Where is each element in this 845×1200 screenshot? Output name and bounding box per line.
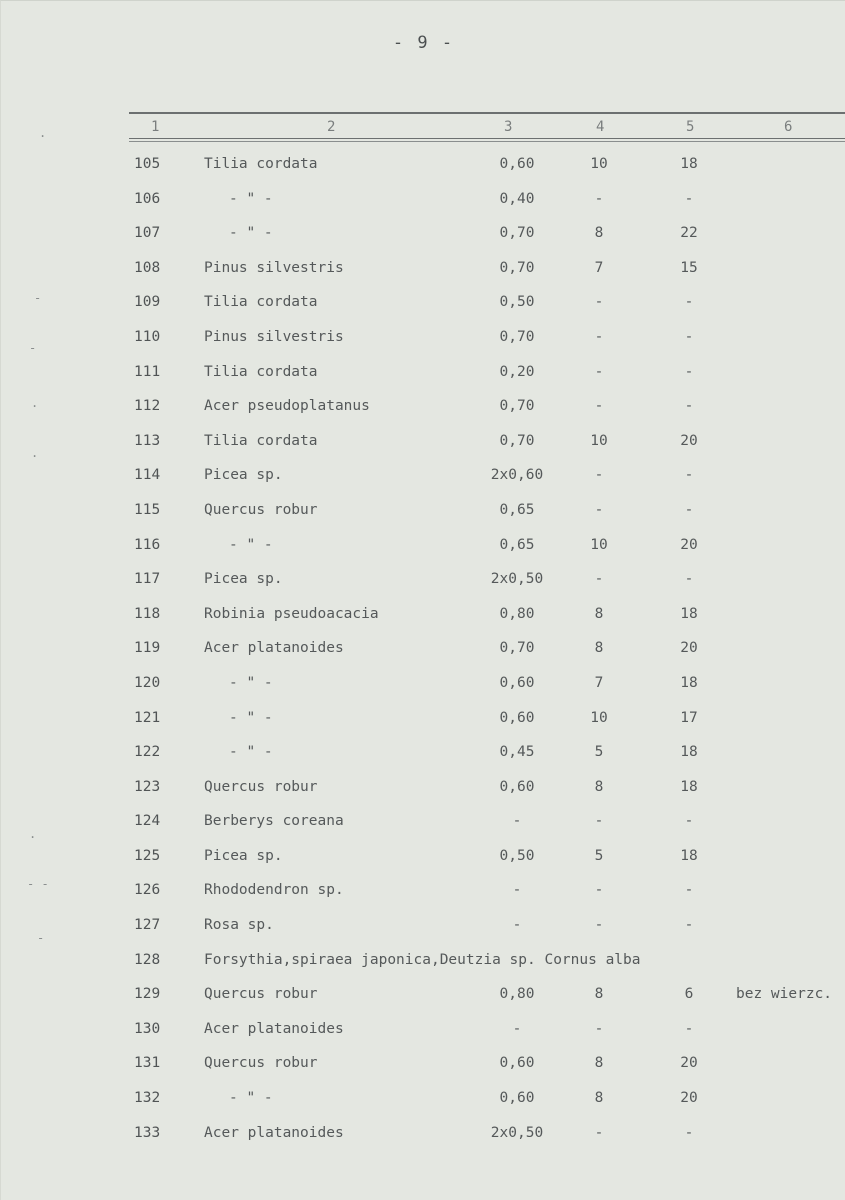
species-name: Picea sp. [204, 571, 283, 588]
crown-width: - [594, 501, 604, 518]
trunk-circumference: 0,65 [499, 536, 535, 553]
row-number: 125 [134, 847, 161, 864]
table-row [1, 977, 845, 1012]
table-row [1, 389, 845, 424]
tree-height: 17 [680, 709, 698, 726]
row-number: 113 [134, 432, 161, 449]
crown-width: 10 [590, 156, 608, 172]
table-row [1, 908, 845, 943]
row-number: 121 [134, 709, 161, 726]
tree-height: - [684, 398, 694, 415]
crown-width: - [594, 398, 604, 415]
trunk-circumference: 0,45 [499, 744, 535, 761]
tree-height: - [684, 190, 694, 207]
margin-mark: . [29, 827, 37, 841]
table-row [1, 666, 845, 701]
trunk-circumference: 2x0,50 [490, 571, 544, 588]
trunk-circumference: - [512, 882, 522, 899]
trunk-circumference: 0,70 [499, 432, 535, 449]
tree-height: 18 [680, 778, 698, 795]
species-name: - " - [229, 190, 273, 207]
trunk-circumference: 0,70 [499, 640, 535, 657]
crown-width: 5 [594, 744, 604, 761]
table-row [1, 147, 845, 182]
tree-height: 18 [680, 744, 698, 761]
species-name: Tilia cordata [204, 156, 318, 172]
species-name: Rhododendron sp. [204, 882, 344, 899]
table-row [1, 804, 845, 839]
column-header-1: 1 [151, 119, 160, 135]
margin-mark: . [31, 446, 39, 460]
row-number: 120 [134, 674, 161, 691]
column-header-6: 6 [784, 119, 793, 135]
species-name: - " - [229, 1090, 273, 1107]
table-row [1, 770, 845, 805]
tree-height: - [684, 328, 694, 345]
species-name: - " - [229, 674, 273, 691]
species-name: Forsythia,spiraea japonica,Deutzia sp. Cornus alba [204, 951, 641, 968]
row-number: 128 [134, 951, 161, 968]
margin-mark: - [37, 931, 45, 945]
trunk-circumference: - [512, 1020, 522, 1037]
margin-mark: - - [27, 877, 49, 891]
table-row [1, 528, 845, 563]
crown-width: - [594, 294, 604, 311]
crown-width: 10 [590, 536, 608, 553]
trunk-circumference: 0,60 [499, 1055, 535, 1072]
row-number: 105 [134, 156, 161, 172]
table-row [1, 1012, 845, 1047]
table-row [1, 493, 845, 528]
table-row [1, 943, 845, 978]
tree-height: 6 [684, 986, 694, 1003]
crown-width: 8 [594, 778, 604, 795]
table-row [1, 631, 845, 666]
margin-mark: - [29, 341, 37, 355]
row-number: 123 [134, 778, 161, 795]
row-number: 129 [134, 986, 161, 1003]
row-number: 112 [134, 398, 161, 415]
tree-height: - [684, 571, 694, 588]
crown-width: 8 [594, 640, 604, 657]
table-row [1, 1116, 845, 1151]
row-number: 133 [134, 1124, 161, 1141]
crown-width: - [594, 813, 604, 830]
crown-width: 8 [594, 225, 604, 242]
crown-width: - [594, 882, 604, 899]
page-number: - 9 - [392, 33, 455, 53]
row-number: 107 [134, 225, 161, 242]
tree-height: - [684, 294, 694, 311]
table-row [1, 597, 845, 632]
species-name: Pinus silvestris [204, 259, 344, 276]
trunk-circumference: - [512, 917, 522, 934]
crown-width: 7 [594, 259, 604, 276]
trunk-circumference: 0,70 [499, 398, 535, 415]
table-row [1, 458, 845, 493]
table-row [1, 355, 845, 390]
crown-width: 10 [590, 432, 608, 449]
species-name: Quercus robur [204, 501, 318, 518]
crown-width: - [594, 467, 604, 484]
tree-height: 15 [680, 259, 698, 276]
tree-height: 20 [680, 536, 698, 553]
crown-width: 8 [594, 1090, 604, 1107]
tree-height: - [684, 467, 694, 484]
trunk-circumference: - [512, 813, 522, 830]
row-number: 132 [134, 1090, 161, 1107]
crown-width: 7 [594, 674, 604, 691]
row-number: 118 [134, 605, 161, 622]
table-row [1, 1046, 845, 1081]
column-header-5: 5 [686, 119, 695, 135]
row-number: 127 [134, 917, 161, 934]
row-number: 115 [134, 501, 161, 518]
row-number: 111 [134, 363, 161, 380]
species-name: Quercus robur [204, 778, 318, 795]
trunk-circumference: 0,70 [499, 259, 535, 276]
table-row [1, 701, 845, 736]
crown-width: 8 [594, 1055, 604, 1072]
table-row [1, 1081, 845, 1116]
header-rule [129, 138, 845, 139]
tree-height: - [684, 501, 694, 518]
crown-width: - [594, 190, 604, 207]
tree-height: - [684, 1124, 694, 1141]
trunk-circumference: 0,60 [499, 778, 535, 795]
trunk-circumference: 2x0,50 [490, 1124, 544, 1141]
species-name: Acer platanoides [204, 640, 344, 657]
trunk-circumference: 0,80 [499, 986, 535, 1003]
tree-height: - [684, 363, 694, 380]
crown-width: - [594, 1124, 604, 1141]
row-number: 108 [134, 259, 161, 276]
tree-height: - [684, 813, 694, 830]
species-name: Tilia cordata [204, 363, 318, 380]
table-row [1, 251, 845, 286]
row-number: 122 [134, 744, 161, 761]
tree-height: 18 [680, 605, 698, 622]
table-row [1, 873, 845, 908]
trunk-circumference: 0,60 [499, 156, 535, 172]
row-number: 126 [134, 882, 161, 899]
crown-width: 8 [594, 605, 604, 622]
table-row [1, 424, 845, 459]
species-name: Tilia cordata [204, 432, 318, 449]
trunk-circumference: 0,80 [499, 605, 535, 622]
tree-height: 20 [680, 432, 698, 449]
row-number: 106 [134, 190, 161, 207]
table-row [1, 562, 845, 597]
trunk-circumference: 0,20 [499, 363, 535, 380]
trunk-circumference: 0,65 [499, 501, 535, 518]
column-header-3: 3 [504, 119, 513, 135]
tree-height: - [684, 917, 694, 934]
crown-width: - [594, 328, 604, 345]
table-row [1, 285, 845, 320]
column-header-4: 4 [596, 119, 605, 135]
header-rule-lower [129, 141, 845, 142]
trunk-circumference: 2x0,60 [490, 467, 544, 484]
species-name: Acer platanoides [204, 1124, 344, 1141]
column-header-2: 2 [327, 119, 336, 135]
species-name: - " - [229, 744, 273, 761]
trunk-circumference: 0,70 [499, 225, 535, 242]
tree-height: - [684, 882, 694, 899]
species-name: Berberys coreana [204, 813, 344, 830]
crown-width: - [594, 363, 604, 380]
crown-width: - [594, 917, 604, 934]
row-number: 114 [134, 467, 161, 484]
row-number: 117 [134, 571, 161, 588]
row-number: 131 [134, 1055, 161, 1072]
species-name: Picea sp. [204, 847, 283, 864]
tree-height: 22 [680, 225, 698, 242]
species-name: - " - [229, 225, 273, 242]
trunk-circumference: 0,60 [499, 1090, 535, 1107]
tree-inventory-table [1, 147, 845, 1150]
table-row [1, 182, 845, 217]
remarks: bez wierzc. [736, 986, 833, 1003]
species-name: Pinus silvestris [204, 328, 344, 345]
table-row [1, 735, 845, 770]
species-name: Acer pseudoplatanus [204, 398, 370, 415]
trunk-circumference: 0,50 [499, 847, 535, 864]
crown-width: 10 [590, 709, 608, 726]
species-name: Robinia pseudoacacia [204, 605, 379, 622]
tree-height: 20 [680, 1090, 698, 1107]
row-number: 130 [134, 1020, 161, 1037]
row-number: 110 [134, 328, 161, 345]
tree-height: - [684, 1020, 694, 1037]
crown-width: 8 [594, 986, 604, 1003]
trunk-circumference: 0,60 [499, 709, 535, 726]
species-name: Picea sp. [204, 467, 283, 484]
crown-width: - [594, 1020, 604, 1037]
table-row [1, 839, 845, 874]
table-top-rule [129, 112, 845, 114]
tree-height: 18 [680, 156, 698, 172]
crown-width: 5 [594, 847, 604, 864]
tree-height: 18 [680, 847, 698, 864]
row-number: 124 [134, 813, 161, 830]
species-name: - " - [229, 709, 273, 726]
tree-height: 18 [680, 674, 698, 691]
table-row [1, 216, 845, 251]
crown-width: - [594, 571, 604, 588]
row-number: 119 [134, 640, 161, 657]
species-name: Quercus robur [204, 986, 318, 1003]
table-row [1, 320, 845, 355]
species-name: Quercus robur [204, 1055, 318, 1072]
species-name: Tilia cordata [204, 294, 318, 311]
margin-mark: . [31, 396, 39, 410]
species-name: - " - [229, 536, 273, 553]
trunk-circumference: 0,50 [499, 294, 535, 311]
tree-height: 20 [680, 1055, 698, 1072]
row-number: 109 [134, 294, 161, 311]
species-name: Acer platanoides [204, 1020, 344, 1037]
row-number: 116 [134, 536, 161, 553]
margin-mark: - [34, 291, 42, 305]
trunk-circumference: 0,60 [499, 674, 535, 691]
trunk-circumference: 0,70 [499, 328, 535, 345]
margin-mark: . [39, 126, 47, 140]
tree-height: 20 [680, 640, 698, 657]
species-name: Rosa sp. [204, 917, 274, 934]
trunk-circumference: 0,40 [499, 190, 535, 207]
